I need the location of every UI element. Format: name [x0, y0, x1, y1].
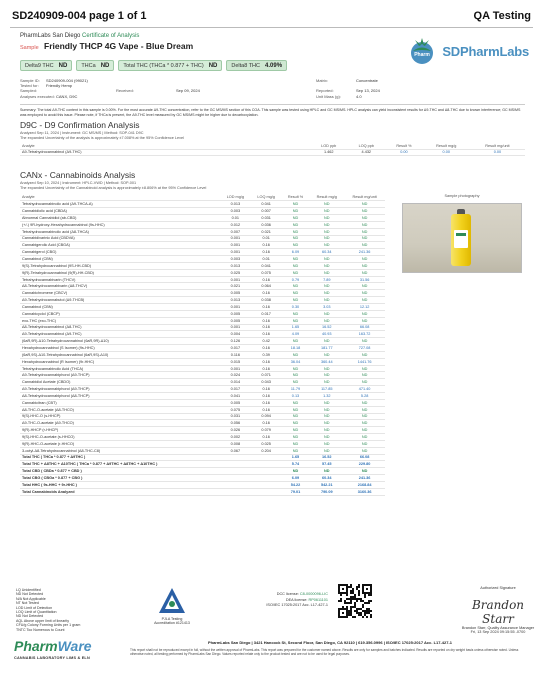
header-divider: [10, 27, 533, 28]
table-row: Cannabigerol (CBG) 0.001 0.16 6.09 60.34 241.36: [20, 249, 385, 256]
table-row: (6aR,9R)-Δ10-Tetrahydrocannabinol (6aR,9R)-Δ10) 0.126 0.42 ND ND ND: [20, 338, 385, 345]
legend-item: LOD Limit of Detection: [16, 605, 53, 610]
summary-pills: [20, 60, 287, 71]
table-row: Tetrahydrocannabivarin (THCV) 0.001 0.16 0.79 7.89 31.56: [20, 276, 385, 283]
table-row: (+/-) 9R-hydroxy-Hexahydrocannabinol (9s-HHC) 0.012 0.036 ND ND ND: [20, 221, 385, 228]
total-row: Total HHC ( 9s-HHC + 9r-HHC ) 54.22 542.21 2168.84: [20, 481, 385, 488]
table-row: Cannabinol (CBN) 0.003 0.01 ND ND ND: [20, 256, 385, 263]
table-row: 9(S)-Tetrahydrocannabinol (9S-HH-CBD) 0.013 0.041 ND ND ND: [20, 262, 385, 269]
pharmware-logo: PharmWare CANNABIS LABORATORY LIMS & ELN: [14, 638, 92, 660]
cert-label: Certificate of Analysis: [82, 33, 140, 39]
pjla-accreditation: PJLA Testing Accreditation #121413: [148, 586, 196, 625]
table-header: Analyte LOD mg/g LOQ mg/g Result % Result mg/g Result mg/unit: [20, 194, 385, 201]
canx-subtitle: Analyzed Sep 10, 2024 | Instrument: HPLC-VWD | Method: SOP-001 The expanded Uncertainty of the Cannabinoid analysis is approximately ±8.806% at the 95% Confidence Level: [20, 181, 207, 190]
table-row: 9(R)-Tetrahydrocannabinol (9(R)-HH-CBD) 0.025 0.075 ND ND ND: [20, 269, 385, 276]
leaf-globe-icon: [405, 36, 439, 66]
total-row: Total THC + Δ8THC + Δ10THC ( THCa * 0.877 + Δ9THC + Δ8THC + Δ10THC ) 5.74 57.45 229.80: [20, 461, 385, 468]
table-row: Δ8-Tetrahydrocannabivarin (Δ8-THCV) 0.021 0.064 ND ND ND: [20, 283, 385, 290]
d9c-title: D9C - D9 Confirmation Analysis: [20, 120, 140, 130]
doc-type: QA Testing: [473, 10, 531, 22]
vape-label-logo: [456, 233, 466, 236]
total-row: Total CBD ( CBDa * 0.877 + CBD ) ND ND ND: [20, 468, 385, 475]
sample-photo: [402, 203, 522, 273]
table-row: 9(S)-HHC-O (s-HHCP) 0.031 0.094 ND ND ND: [20, 413, 385, 420]
table-row: Δ8-Tetrahydrocannabiphorol (Δ8-THCP) 0.041 0.16 0.13 1.32 5.28: [20, 392, 385, 399]
table-row: Hexahydrocannabinol (S Isomer) (9s-HHC) 0.017 0.16 18.18 181.77 727.08: [20, 345, 385, 352]
table-row: exo-THC (exo-THC) 0.005 0.16 ND ND ND: [20, 317, 385, 324]
table-row: Cannabicyclol (CBCP) 0.005 0.017 ND ND ND: [20, 310, 385, 317]
license-info: DCC license: C8-0000096-LIC DEA license: RP0611101 ISO/IEC 17025:2017 Acc. L17-427-1: [266, 592, 328, 608]
table-row: Cannabigerolic Acid (CBGA) 0.001 0.16 ND ND ND: [20, 242, 385, 249]
table-row: 3-octyl-Δ8-Tetrahydrocannabinol (Δ8-THC-C8) 0.067 0.204 ND ND ND: [20, 447, 385, 454]
legend-item: LOQ Limit of Quantitation: [16, 610, 57, 615]
table-row: Δ9-THC-O-acetate (Δ9-THCO) 0.056 0.16 ND ND ND: [20, 420, 385, 427]
table-row: Cannabicitran (CBT) 0.005 0.16 ND ND ND: [20, 399, 385, 406]
table-row: Cannabichromene (CBCV) 0.005 0.16 ND ND ND: [20, 290, 385, 297]
table-row: Δ9-Tetrahydrocannabinol (Δ9-THC) 1.462 4.432 0.00 0.00 0.00: [20, 149, 525, 155]
product-name: Friendly THCP 4G Vape - Blue Dream: [44, 41, 194, 51]
report-id: SD240909-004 page 1 of 1: [12, 10, 147, 22]
pill-delta9: Delta9 THC ND: [20, 60, 72, 71]
legend-item: TNTC Too Numerous to Count: [16, 627, 65, 632]
disclaimer: This report shall not be reproduced except in full, without the written approval of PharmLabs. This report was prepared for the customer named above. Results are only for samples and batches indicated. Results are reported on dry weight basis unless otherwise noted. Unless otherwise noted, all testing performed by PharmLabs San Diego. Values reported relate only to the product tested and are not to be used for legal purposes.: [130, 648, 519, 656]
meta-divider: [20, 104, 525, 105]
table-row: Cannabinol (CBN) 0.001 0.16 0.30 3.03 12.12: [20, 304, 385, 311]
summary-note: Summary: The total Δ9-THC content in this sample is 0.00%. For the most accurate Δ9-THC concentration, refer to the GC MS/MS section of this COA. This sample was tested using HPLC and GC MS/MS. HPLC analysis can yield inconsistent results for Δ9-THC and Δ8-THC due to known interference; GC MS/MS was employed to avoid this issue. Please note, if THCa is present, the Δ9-THC level measured by GC MS/MS might be higher due to decarboxylation.: [20, 108, 521, 117]
table-row: Hexahydrocannabinol (R Isomer) (9r-HHC) 0.015 0.16 36.04 360.44 1441.76: [20, 358, 385, 365]
table-row: 9(R)-HHC-O-acetate (r-HHCO) 0.008 0.025 ND ND ND: [20, 440, 385, 447]
lab-address: PharmLabs San Diego | 3421 Hancock St, Second Floor, San Diego, CA 92110 | 619.356.0996 | ISO/IEC 17025:2017 Acc. L17-427-1: [207, 640, 453, 645]
table-row: Δ9-Tetrahydrocannabutol (Δ9-THCB) 0.013 0.038 ND ND ND: [20, 297, 385, 304]
legend-item: N/A Not Applicable: [16, 596, 46, 601]
total-row: Total THC ( THCa * 0.877 + Δ9THC ) 1.65 16.52 66.08: [20, 454, 385, 461]
photo-label: Sample photography: [444, 194, 480, 198]
footer: [0, 578, 543, 680]
table-row: Cannabidiolic acid (CBDA) 0.003 0.007 ND ND ND: [20, 208, 385, 215]
legend-item: ND Not Detected: [16, 614, 44, 619]
table-header: Analyte LOD ppb LOQ ppb Result % Result mg/g Result mg/unit: [20, 143, 525, 149]
svg-text:Pharm: Pharm: [414, 52, 431, 58]
table-row: Δ9-Tetrahydrocannabiphorol (Δ9-THCP) 0.017 0.16 11.79 117.85 471.40: [20, 386, 385, 393]
canx-table: [20, 194, 385, 496]
sample-tag: Sample: [20, 45, 39, 51]
abbreviation-legend: [16, 588, 126, 632]
legend-item: CFU/g Colony Forming Units per 1 gram: [16, 623, 81, 628]
legend-item: LQ Unidentified: [16, 588, 41, 592]
legend-item: ND Not Detected: [16, 592, 44, 597]
table-row: Tetrahydrocannabinolic acid (Δ8-THCA) 0.007 0.021 ND ND ND: [20, 228, 385, 235]
table-row: Δ8-THC-O-acetate (Δ8-THCO) 0.075 0.16 ND ND ND: [20, 406, 385, 413]
total-row: Total CBG ( CBGa * 0.877 + CBG ) 6.09 60.34 241.36: [20, 475, 385, 482]
table-row: Δ9-Tetrahydrocannabiphorol (Δ9-THCP) 0.024 0.071 ND ND ND: [20, 372, 385, 379]
qr-code-icon: [338, 584, 372, 618]
table-row: Cannabidiol Acetate (CBDO) 0.014 0.043 ND ND ND: [20, 379, 385, 386]
table-row: Δ8-Tetrahydrocannabinol (Δ8-THC) 0.001 0.16 1.65 16.52 66.08: [20, 324, 385, 331]
table-row: 9(R)-HHCP (r-HHCP) 0.026 0.079 ND ND ND: [20, 427, 385, 434]
logo-text: SDPharmLabs: [442, 43, 529, 59]
pill-thca: THCa ND: [76, 60, 114, 71]
signature: Brandon Starr: [471, 598, 525, 626]
table-row: (6aR,9S)-Δ10-Tetrahydrocannabinol (6aR,9S)-Δ10) 0.116 0.39 ND ND ND: [20, 351, 385, 358]
table-row: 9(S)-HHC-O-acetate (s-HHCO) 0.002 0.16 ND ND ND: [20, 434, 385, 441]
pill-delta8: Delta8 THC 4.09%: [226, 60, 287, 71]
legend-item: AQL Above upper limit of linearity: [16, 618, 70, 623]
table-row: Abnormal Cannabidiol (ab-CBD) 0.01 0.031 ND ND ND: [20, 215, 385, 222]
lab-line: [20, 33, 139, 39]
d9c-subtitle: Analyzed Sep 11, 2024 | Instrument: GC MS/MS | Method: SOP-041 D9C The expanded Uncertainty of the analysis is approximately ±7.008% at the 95% Confidence Level: [20, 131, 184, 140]
table-row: Δ9-Tetrahydrocannabinol (Δ9-THC) 0.004 0.16 4.09 40.93 163.72: [20, 331, 385, 338]
table-row: Cannabidivarinic Acid (CBDVA) 0.001 0.01 ND ND ND: [20, 235, 385, 242]
signature-block: Authorized Signature Brandon Starr Brandon Starr, Quality Assurance Manager Fri, 13 Sep 2024 09:15:55 -0700: [458, 586, 538, 634]
legend-item: NT Not Tested: [16, 601, 39, 606]
pill-total-thc: Total THC (THCa * 0.877 + THC) ND: [118, 60, 222, 71]
sample-metadata: Sample ID: SD240909-004 (99021) Matrix: Concentrate Tested for: Friendly Hemp Sampled: Received: Sep 09, 2024 Reported: Sep 13, 2024 Analyses executed: CANX, D9C Unit Mass (g): 4.0: [20, 78, 380, 99]
lab-name: PharmLabs San Diego: [20, 33, 81, 39]
canx-title: CANx - Cannabinoids Analysis: [20, 170, 136, 180]
d9c-table: [20, 143, 525, 156]
product-line: [20, 41, 193, 51]
table-row: Tetrahydrocannabinolic Acid (THCA) 0.001 0.16 ND ND ND: [20, 365, 385, 372]
pjla-triangle-icon: [157, 586, 187, 616]
total-row: Total Cannabinoids Analyzed 79.01 790.09 3160.36: [20, 488, 385, 495]
table-row: Tetrahydrocannabinolic acid (Δ9-THCA-A) 0.013 0.041 ND ND ND: [20, 201, 385, 208]
sdpharmlabs-logo: [405, 36, 529, 66]
